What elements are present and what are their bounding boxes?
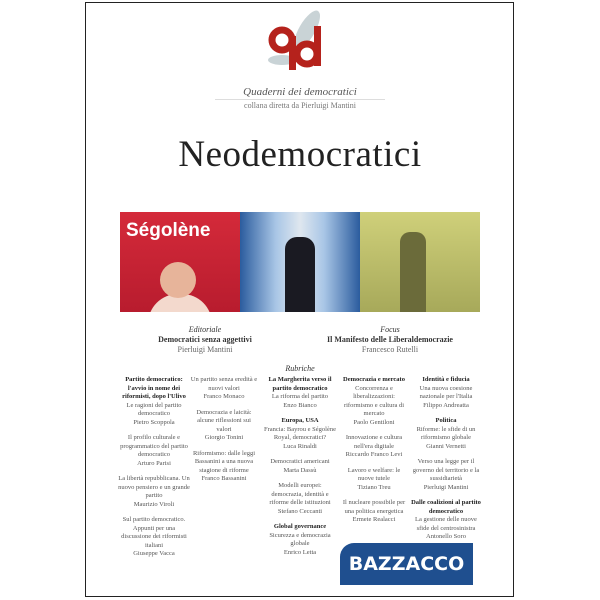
entry-author: Enrico Letta bbox=[283, 548, 317, 556]
entry-author: Ermete Realacci bbox=[352, 516, 396, 523]
photo-caption: Ségolène bbox=[126, 220, 211, 241]
entry-author: Filippo Andreatta bbox=[423, 401, 469, 409]
contents-column bbox=[340, 376, 408, 532]
entry-body: Riforme: le sfide di un riformismo globale bbox=[416, 425, 476, 441]
entry-author: Luca Rinaldi bbox=[283, 442, 317, 450]
entry-body: Concorrenza e liberalizzazioni: riformismo e cultura di mercato bbox=[343, 384, 405, 417]
photo-crowd bbox=[240, 212, 360, 312]
entry-body: Democrazia e laicità: alcune riflessioni sui valori bbox=[196, 408, 252, 433]
entry-author: Stefano Ceccanti bbox=[277, 507, 323, 515]
entry-author: Gianni Vernetti bbox=[426, 442, 466, 450]
entry-author: Antonello Soro bbox=[426, 533, 466, 540]
contents-entry bbox=[262, 376, 338, 410]
qd-logo bbox=[262, 8, 332, 78]
entry-body: La libertà repubblicana. Un nuovo pensiero e un grande partito bbox=[118, 475, 190, 499]
entry-author: Pietro Scoppola bbox=[133, 418, 175, 426]
entry-author: Giuseppe Vacca bbox=[133, 550, 175, 557]
contents-column bbox=[262, 376, 338, 564]
entry-title: Europa, USA bbox=[281, 417, 319, 424]
entry-body: Una nuova coesione nazionale per l'Italia bbox=[419, 384, 473, 400]
contents-column bbox=[118, 376, 190, 566]
entry-title: La Margherita verso il partito democratico bbox=[268, 376, 332, 392]
entry-title: Democrazia e mercato bbox=[343, 376, 405, 383]
contents-entry bbox=[190, 409, 258, 443]
contents-entry bbox=[190, 376, 258, 402]
entry-body: La gestione delle nuove sfide del centrosinistra bbox=[415, 516, 477, 532]
entry-body: La riforma del partito bbox=[271, 393, 329, 400]
entry-title: Politica bbox=[435, 417, 457, 424]
entry-author: Giorgio Tonini bbox=[204, 434, 244, 441]
entry-author: Riccardo Franco Levi bbox=[345, 451, 403, 458]
cover-title: Neodemocratici bbox=[178, 134, 422, 175]
entry-body: Le ragioni del partito democratico bbox=[126, 401, 182, 417]
contents-entry bbox=[410, 499, 482, 542]
entry-author: Franco Monaco bbox=[203, 393, 245, 400]
entry-title: Global governance bbox=[273, 523, 327, 530]
entry-body: Un partito senza eredità e nuovi valori bbox=[190, 376, 258, 392]
series-editor: collana diretta da Pierluigi Mantini bbox=[244, 101, 356, 110]
entry-author: Arturo Parisi bbox=[137, 459, 171, 467]
rubriche-heading bbox=[250, 364, 350, 374]
entry-author: Paolo Gentiloni bbox=[353, 418, 395, 426]
section-heading: Focus bbox=[380, 325, 400, 334]
contents-entry bbox=[262, 417, 338, 451]
entry-author: Enzo Bianco bbox=[283, 401, 317, 409]
entry-body: Verso una legge per il governo del territorio e la sussidiarietà bbox=[412, 458, 480, 482]
entry-body: Francia: Bayrou e Ségolène Royal, democratici? bbox=[263, 425, 337, 441]
photo-statue bbox=[360, 212, 480, 312]
contents-entry bbox=[190, 450, 258, 484]
entry-author: Marta Dassù bbox=[283, 466, 317, 474]
entry-body: Innovazione e cultura nell'era digitale bbox=[345, 434, 403, 450]
series-name: Quaderni dei democratici bbox=[243, 86, 357, 98]
section-heading: Editoriale bbox=[188, 325, 222, 334]
entry-body: Democratici americani bbox=[270, 458, 330, 465]
contents-entry bbox=[262, 523, 338, 557]
contents-entry bbox=[410, 417, 482, 451]
divider bbox=[215, 99, 385, 100]
contents-entry bbox=[118, 434, 190, 468]
bazzacco-badge: BAZZACCO bbox=[340, 543, 473, 585]
contents-entry bbox=[340, 434, 408, 460]
entry-title: Dalle coalizioni al partito democratico bbox=[411, 499, 481, 515]
entry-author: Franco Bassanini bbox=[201, 475, 247, 482]
contents-column bbox=[190, 376, 258, 491]
entry-body: Il profilo culturale e programmatico del partito democratico bbox=[120, 434, 188, 458]
contents-entry bbox=[118, 516, 190, 559]
entry-author: Tiziano Treu bbox=[357, 483, 391, 491]
contents-column bbox=[410, 376, 482, 549]
entry-author: Pierluigi Mantini bbox=[423, 483, 469, 491]
focus-section bbox=[300, 325, 480, 355]
entry-body: Riformismo: dalle leggi Bassanini a una nuova stagione di riforme bbox=[192, 449, 256, 474]
contents-entry bbox=[262, 482, 338, 516]
contents-entry bbox=[340, 467, 408, 493]
entry-body: Modelli europei: democrazia, identità e riforme delle istituzioni bbox=[269, 482, 331, 506]
section-heading: Rubriche bbox=[285, 364, 315, 373]
entry-body: Lavoro e welfare: le nuove tutele bbox=[347, 466, 401, 482]
article-title: Il Manifesto delle Liberaldemocrazie bbox=[327, 335, 453, 344]
article-title: Democratici senza aggettivi bbox=[158, 335, 252, 344]
contents-entry bbox=[410, 376, 482, 410]
entry-body: Sicurezza e democrazia globale bbox=[269, 531, 331, 547]
contents-entry bbox=[118, 475, 190, 509]
article-author: Francesco Rutelli bbox=[361, 345, 419, 354]
article-author: Pierluigi Mantini bbox=[177, 345, 233, 354]
contents-entry bbox=[410, 458, 482, 492]
contents-entry bbox=[340, 376, 408, 427]
editorial-section bbox=[130, 325, 280, 355]
entry-title: Partito democratico: l'avvio in nome dei riformisti, dopo l'Ulivo bbox=[122, 376, 186, 400]
entry-title: Identità e fiducia bbox=[422, 376, 470, 383]
contents-entry bbox=[340, 499, 408, 525]
contents-entry bbox=[118, 376, 190, 427]
entry-author: Maurizio Viroli bbox=[133, 500, 175, 508]
entry-body: Il nucleare possibile per una politica energetica bbox=[342, 499, 406, 515]
photo-segolene bbox=[120, 212, 240, 312]
entry-body: Sul partito democratico. Appunti per una discussione dei riformisti italiani bbox=[121, 516, 187, 549]
contents-entry bbox=[262, 458, 338, 475]
